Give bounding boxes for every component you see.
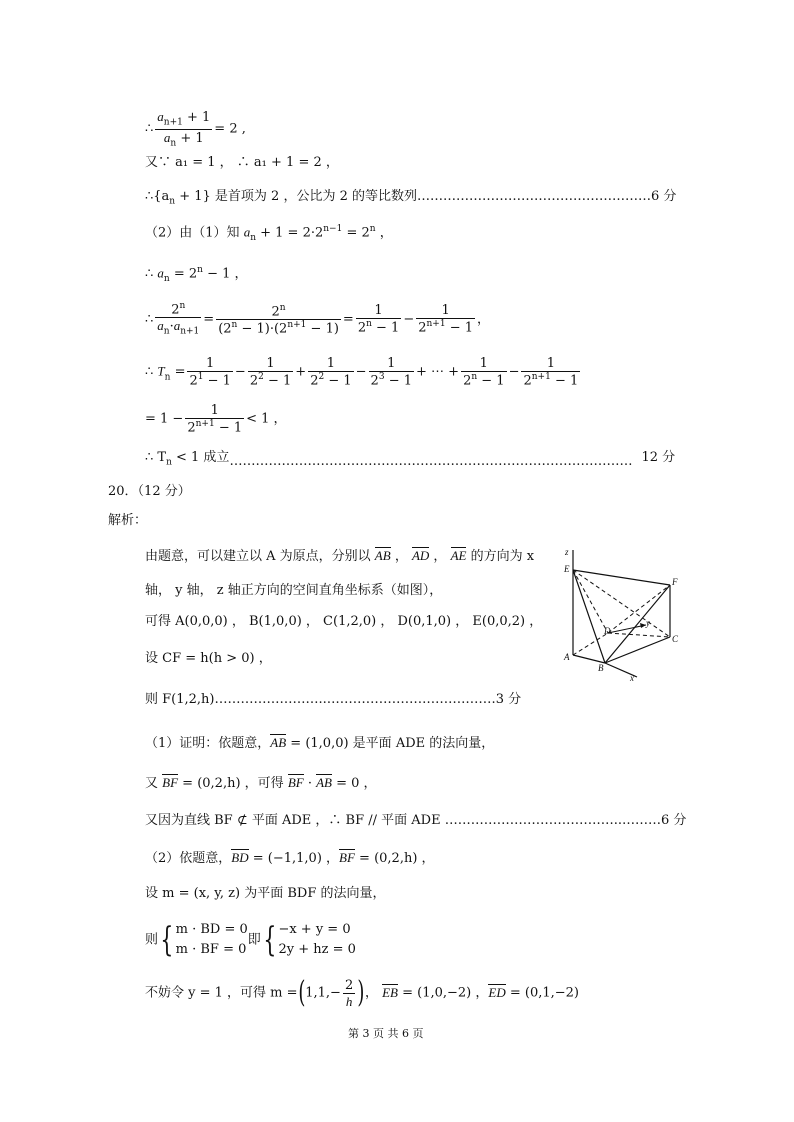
para-coords: 可得 A(0,0,0) ， B(1,0,0) ， C(1,2,0) ， D(0,1,0) ， E(0,0,2) ， — [145, 614, 543, 629]
para-setup: 由题意，可以建立以 A 为原点，分别以 AB ， AD ， AE 的方向为 x — [145, 548, 535, 564]
edge-ef — [573, 570, 670, 585]
line-an: ∴ $a_n = 2^n - 1$ ， — [145, 265, 248, 284]
p7c-text: = 0 ， — [332, 776, 377, 791]
sys-eq4: 2y + hz = 0 — [278, 942, 356, 958]
p1b-text: 的方向为 x — [470, 549, 535, 564]
analysis-label: 解析： — [108, 513, 148, 528]
sys-eq1: m · BD = 0 — [175, 922, 248, 937]
l4-label: （2）由（1）知 — [145, 225, 240, 241]
l9-score: 12 分 — [641, 450, 676, 465]
label-a: A — [564, 652, 570, 662]
p12b-text: = (1,0,−2) ， — [397, 985, 489, 1001]
l3-prefix: ∴{a — [145, 189, 170, 204]
vec-ab-2: AB — [270, 735, 287, 750]
label-z: z — [565, 547, 569, 557]
l3-score: 6 分 — [651, 189, 677, 204]
question-20-heading: 20．（12 分） — [108, 484, 191, 499]
line-geometric: $\therefore\{a_n + 1\}$ 是首项为 2 ，公比为 2 的等比数列………………………………………………6 分 — [145, 189, 677, 207]
vec-bd: BD — [231, 850, 249, 865]
vec-ab-3: AB — [316, 775, 332, 790]
sys-eq3: −x + y = 0 — [278, 922, 351, 937]
p6b-text: = (1,0,0) 是平面 ADE 的法向量， — [286, 736, 495, 751]
l9-prefix: ∴ T — [145, 450, 167, 465]
edge-bf — [605, 585, 670, 663]
page-footer: 第 3 页 共 6 页 — [348, 1027, 424, 1040]
edge-bc — [605, 637, 670, 663]
eq-ratio-rhs: = 2 , — [214, 121, 246, 137]
p9b-text: = (−1,1,0) ， — [248, 851, 340, 866]
label-b: B — [598, 663, 604, 673]
p5-dots: ……………………..………………………………… — [214, 692, 496, 707]
para-system: 则{ m · BD = 0 m · BF = 0 即{ −x + y = 0 2y + hz = 0 — [145, 920, 356, 961]
edge-ab — [573, 655, 605, 663]
sys-eq2: m · BF = 0 — [175, 942, 247, 958]
p9c-text: = (0,2,h) ， — [354, 851, 435, 866]
vec-ab: AB — [374, 548, 391, 563]
edge-dc — [608, 633, 670, 637]
vec-bf: BF — [162, 775, 179, 790]
label-c: C — [672, 634, 679, 644]
p12-text: 不妨令 y = 1 ，可得 m = — [145, 985, 298, 1001]
vec-bf-2: BF — [287, 775, 304, 790]
line-tn-result: = 1 − $\frac{1}{2^{n+1} - 1}$ < 1 ， — [145, 403, 287, 436]
p11-mid: 即 — [247, 932, 261, 948]
para-cf: 设 CF = h(h > 0) ， — [145, 651, 272, 666]
edge-ec — [573, 570, 670, 637]
eq-ratio: ∴ $\frac{a_{n+1} + 1}{a_n + 1}$ = 2 , — [145, 109, 246, 149]
para-parallel — [145, 814, 686, 827]
p1-text: 由题意，可以建立以 A 为原点，分别以 — [145, 549, 371, 564]
label-d: D — [604, 626, 611, 636]
p7b-text: = (0,2,h) ，可得 — [178, 776, 284, 791]
para-proof1 — [145, 736, 494, 750]
p5-text: 则 F(1,2,h) — [145, 692, 215, 707]
line-tn-conclusion: ∴ $T_n < 1$ 成立………………………………………………………………………………… 12 分 — [145, 450, 676, 468]
line-split: ∴ $\frac{2^n}{a_n\cdot a_{n+1}}$ = $\frac{2^n}{(2^n - 1)\cdot(2^{n+1} - 1)}$ = $\frac{1}{2^n - 1}$ − $\frac{1}{2^{n+1} - 1}$ ， — [145, 301, 491, 337]
l3-dots: ……………………………………………… — [417, 189, 651, 204]
label-e: E — [564, 564, 570, 574]
p12c-text: = (0,1,−2) — [505, 985, 580, 1001]
vec-eb: EB — [382, 984, 398, 1000]
label-f: F — [672, 577, 678, 587]
vec-bf-3: BF — [339, 850, 355, 865]
para-normal: 设 m = (x, y, z) 为平面 BDF 的法向量， — [145, 886, 386, 901]
vec-ed: ED — [488, 984, 506, 1000]
para-f — [145, 693, 521, 706]
l9-dots: ………………………………………………………………………………… — [229, 454, 633, 468]
p5-score: 3 分 — [495, 692, 522, 707]
para-vectors — [145, 851, 435, 865]
para-bf: 又 BF = (0,2,h) ，可得 BF · AB = 0 ， — [145, 775, 377, 791]
line-a1: 又∵ a₁ = 1 ， ∴ a₁ + 1 = 2 ， — [145, 155, 339, 170]
coordinate-figure — [560, 545, 690, 685]
p8-text: 又因为直线 BF ⊄ 平面 ADE ，∴ BF // 平面 ADE — [145, 813, 441, 828]
p8-score: 6 分 — [661, 813, 687, 828]
edge-df — [608, 585, 670, 633]
p11-text: 则 — [145, 932, 159, 948]
edge-eb — [573, 570, 605, 663]
vec-ae: AE — [450, 548, 467, 563]
p6-text: （1）证明：依题意， — [145, 736, 271, 751]
edge-ed — [573, 570, 608, 633]
vec-ad: AD — [411, 548, 430, 563]
label-x: x — [630, 673, 634, 683]
line-tn: ∴ $T_n$ = $\frac{1}{2^1 - 1}$ − $\frac{1}{2^2 - 1}$ + $\frac{1}{2^2 - 1}$ − $\frac{1}{2^3 - 1}$ + ⋯ + $\frac{1}{2^n - 1}$ − $\frac{1}{2^{n+1} - 1}$ — [145, 356, 579, 389]
edge-ad — [573, 633, 608, 655]
label-y: y — [646, 618, 650, 628]
p9-text: （2）依题意， — [145, 851, 232, 866]
para-solution: 不妨令 y = 1 ，可得 m =(1,1,− $\frac{2}{h}$ )， EB = (1,0,−2) ，ED = (0,1,−2) — [145, 975, 580, 1010]
l9-mid: < 1 成立 — [171, 450, 230, 465]
p7-text: 又 — [145, 776, 159, 791]
l3-mid: + 1} 是首项为 2 ，公比为 2 的等比数列 — [175, 189, 417, 204]
y-axis — [608, 625, 646, 633]
line-an-plus-1: （2）由（1）知 $a_n + 1 = 2\cdot 2^{n-1} = 2^n$ ， — [145, 224, 393, 243]
para-axes: 轴， y 轴， z 轴正方向的空间直角坐标系（如图）， — [145, 583, 443, 598]
p8-dots: …………………………………..……… — [444, 813, 661, 828]
